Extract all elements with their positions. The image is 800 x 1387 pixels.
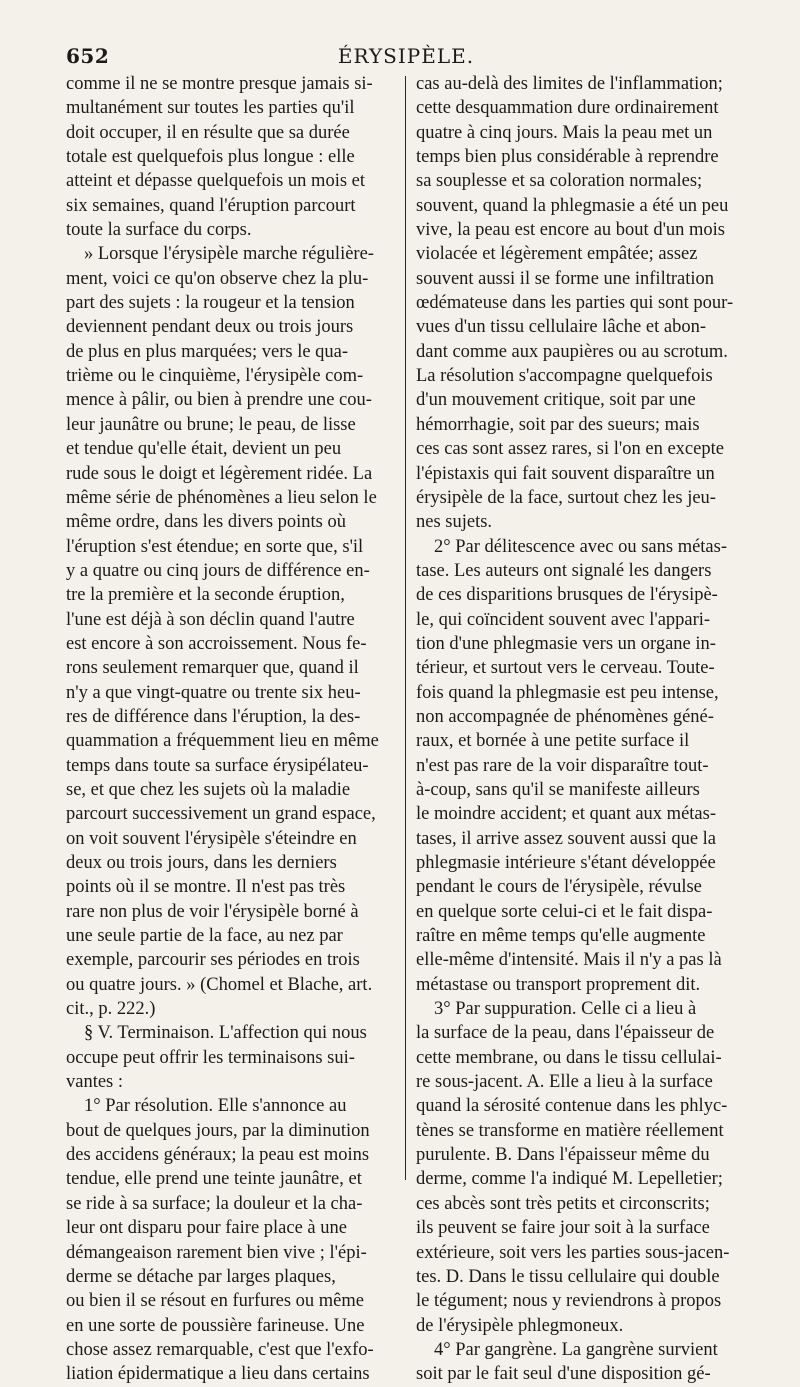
text-line: ces cas sont assez rares, si l'on en excepte: [416, 439, 724, 460]
text-line: se ride à sa surface; la douleur et la cha-: [66, 1193, 363, 1214]
text-line: en quelque sorte celui-ci et le fait dispa-: [416, 901, 713, 922]
text-line: nes sujets.: [416, 512, 493, 533]
text-line: temps dans toute sa surface érysipélateu-: [66, 755, 369, 776]
text-line: bout de quelques jours, par la diminution: [66, 1120, 370, 1141]
text-line: 3° Par suppuration. Celle ci a lieu à: [434, 999, 697, 1020]
text-line: ou quatre jours. » (Chomel et Blache, art.: [66, 974, 373, 995]
text-line: l'une est déjà à son déclin quand l'autre: [66, 609, 355, 630]
running-title: ÉRYSIPÈLE.: [337, 44, 475, 68]
text-line: ces abcès sont très petits et circonscrits;: [416, 1193, 710, 1214]
text-line: tes. D. Dans le tissu cellulaire qui double: [416, 1266, 720, 1287]
text-line: raux, et bornée à une petite surface il: [416, 731, 690, 752]
column-divider: [405, 76, 406, 1180]
text-line: deux ou trois jours, dans les derniers: [66, 853, 337, 873]
right-text-column: [416, 72, 746, 1387]
text-line: d'un mouvement critique, soit par une: [416, 390, 696, 411]
text-line: phlegmasie intérieure s'étant développée: [416, 853, 716, 873]
text-line: trième ou le cinquième, l'érysipèle com-: [66, 366, 364, 387]
text-line: démangeaison rarement bien vive ; l'épi-: [66, 1242, 367, 1263]
text-line: extérieure, soit vers les parties sous-jacen-: [416, 1242, 730, 1263]
text-line: une seule partie de la face, au nez par: [66, 926, 343, 947]
text-line: tion d'une phlegmasie vers un organe in-: [416, 633, 716, 654]
text-line: exemple, parcourir ses périodes en trois: [66, 950, 360, 971]
text-line: y a quatre ou cinq jours de différence en-: [66, 560, 370, 581]
text-line: raître en même temps qu'elle augmente: [416, 926, 706, 947]
text-line: se, et que chez les sujets où la maladie: [66, 779, 351, 800]
text-line: de l'érysipèle phlegmoneux.: [416, 1315, 624, 1336]
text-line: ou bien il se résout en furfures ou même: [66, 1291, 364, 1312]
text-line: tènes se transforme en matière réellement: [416, 1120, 724, 1141]
text-line: de ces disparitions brusques de l'érysipè-: [416, 585, 718, 606]
text-line: et tendue qu'elle était, devient un peu: [66, 439, 342, 460]
text-line: tase. Les auteurs ont signalé les dangers: [416, 560, 712, 581]
text-line: l'éruption s'est étendue; en sorte que, s'il: [66, 536, 364, 557]
text-line: comme il ne se montre presque jamais si-: [66, 74, 373, 94]
text-line: même série de phénomènes a lieu selon le: [66, 487, 377, 508]
text-line: métastase ou transport proprement dit.: [416, 974, 701, 995]
text-line: part des sujets : la rougeur et la tension: [66, 293, 355, 314]
text-line: res de différence dans l'éruption, la des-: [66, 706, 361, 727]
text-line: multanément sur toutes les parties qu'il: [66, 98, 355, 119]
text-line: vantes :: [66, 1072, 124, 1093]
text-line: est encore à son accroissement. Nous fe-: [66, 633, 367, 654]
text-line: n'est pas rare de la voir disparaître tout-: [416, 755, 709, 776]
text-line: souvent, quand la phlegmasie a été un peu: [416, 195, 729, 216]
text-line: atteint et dépasse quelquefois un mois et: [66, 171, 366, 192]
text-line: quatre à cinq jours. Mais la peau met un: [416, 122, 713, 143]
text-line: on voit souvent l'érysipèle s'éteindre en: [66, 828, 357, 849]
text-line: pendant le cours de l'érysipèle, révulse: [416, 877, 702, 898]
text-line: ment, voici ce qu'on observe chez la plu-: [66, 268, 369, 289]
text-line: érysipèle de la face, surtout chez les jeu-: [416, 487, 716, 508]
text-line: le, qui coïncident souvent avec l'appari-: [416, 609, 711, 630]
text-line: parcourt successivement un grand espace,: [66, 804, 376, 825]
text-line: mence à pâlir, ou bien à prendre une cou-: [66, 390, 372, 411]
text-line: cette membrane, ou dans le tissu cellulai-: [416, 1047, 722, 1068]
text-line: le moindre accident; et quant aux métas-: [416, 804, 716, 825]
page-header: [66, 44, 746, 72]
text-line: » Lorsque l'érysipèle marche régulière-: [84, 244, 374, 265]
text-line: cit., p. 222.): [66, 999, 156, 1020]
text-line: 1° Par résolution. Elle s'annonce au: [84, 1096, 347, 1117]
text-line: derme, comme l'a indiqué M. Lepelletier;: [416, 1169, 723, 1190]
text-line: re sous-jacent. A. Elle a lieu à la surface: [416, 1072, 713, 1093]
text-line: vive, la peau est encore au bout d'un mois: [416, 220, 726, 241]
text-line: La résolution s'accompagne quelquefois: [416, 366, 713, 387]
text-line: six semaines, quand l'éruption parcourt: [66, 195, 356, 216]
text-line: térieur, et surtout vers le cerveau. Toute-: [416, 658, 715, 679]
text-line: tases, il arrive assez souvent aussi que la: [416, 828, 717, 849]
text-line: de plus en plus marquées; vers le qua-: [66, 341, 349, 362]
text-line: leur jaunâtre ou brune; le peau, de lisse: [66, 414, 356, 435]
text-line: cette desquammation dure ordinairement: [416, 98, 719, 119]
text-line: non accompagnée de phénomènes géné-: [416, 706, 714, 727]
text-line: leur ont disparu pour faire place à une: [66, 1218, 347, 1239]
page-number: 652: [66, 44, 110, 68]
text-line: derme se détache par larges plaques,: [66, 1266, 336, 1287]
text-line: la surface de la peau, dans l'épaisseur de: [416, 1023, 715, 1044]
text-line: des accidens généraux; la peau est moins: [66, 1145, 370, 1166]
text-line: soit par le fait seul d'une disposition gé-: [416, 1364, 711, 1385]
text-line: sa souplesse et sa coloration normales;: [416, 171, 703, 192]
text-line: 4° Par gangrène. La gangrène survient: [434, 1339, 718, 1360]
text-line: elle-même d'intensité. Mais il n'y a pas là: [416, 950, 722, 971]
text-line: § V. Terminaison. L'affection qui nous: [84, 1023, 367, 1044]
text-line: 2° Par délitescence avec ou sans métas-: [434, 536, 728, 557]
text-line: quammation a fréquemment lieu en même: [66, 731, 379, 752]
text-line: n'y a que vingt-quatre ou trente six heu-: [66, 682, 361, 703]
text-line: cas au-delà des limites de l'inflammation;: [416, 74, 723, 94]
text-line: hémorrhagie, soit par des sueurs; mais: [416, 414, 700, 435]
text-line: totale est quelquefois plus longue : elle: [66, 147, 355, 168]
text-line: rons seulement remarquer que, quand il: [66, 658, 359, 679]
text-line: violacée et légèrement empâtée; assez: [416, 244, 698, 265]
text-line: rare non plus de voir l'érysipèle borné à: [66, 901, 359, 922]
left-text-column: [66, 72, 396, 1387]
text-line: liation épidermatique a lieu dans certains: [66, 1364, 370, 1385]
text-line: ils peuvent se faire jour soit à la surface: [416, 1218, 710, 1239]
text-line: dant comme aux paupières ou au scrotum.: [416, 341, 728, 362]
text-line: doit occuper, il en résulte que sa durée: [66, 122, 350, 143]
text-line: chose assez remarquable, c'est que l'exfo-: [66, 1339, 374, 1360]
text-line: œdémateuse dans les parties qui sont pour-: [416, 293, 734, 314]
text-line: à-coup, sans qu'il se manifeste ailleurs: [416, 779, 700, 800]
text-line: occupe peut offrir les terminaisons sui-: [66, 1047, 355, 1068]
text-line: souvent aussi il se forme une infiltration: [416, 268, 714, 289]
text-line: temps bien plus considérable à reprendre: [416, 147, 719, 168]
text-line: tre la première et la seconde éruption,: [66, 585, 345, 606]
text-line: purulente. B. Dans l'épaisseur même du: [416, 1145, 710, 1166]
text-line: quand la sérosité contenue dans les phlyc-: [416, 1096, 728, 1117]
text-line: le tégument; nous y reviendrons à propos: [416, 1291, 722, 1312]
text-line: l'épistaxis qui fait souvent disparaître un: [416, 463, 715, 484]
text-line: en une sorte de poussière farineuse. Une: [66, 1315, 365, 1336]
text-line: toute la surface du corps.: [66, 220, 252, 241]
text-line: vues d'un tissu cellulaire lâche et abon-: [416, 317, 706, 338]
text-line: fois quand la phlegmasie est peu intense,: [416, 682, 719, 703]
text-line: tendue, elle prend une teinte jaunâtre, et: [66, 1169, 362, 1190]
text-line: deviennent pendant deux ou trois jours: [66, 317, 354, 338]
text-line: même ordre, dans les divers points où: [66, 512, 347, 533]
text-line: rude sous le doigt et légèrement ridée. La: [66, 463, 373, 484]
text-line: points où il se montre. Il n'est pas très: [66, 877, 346, 898]
